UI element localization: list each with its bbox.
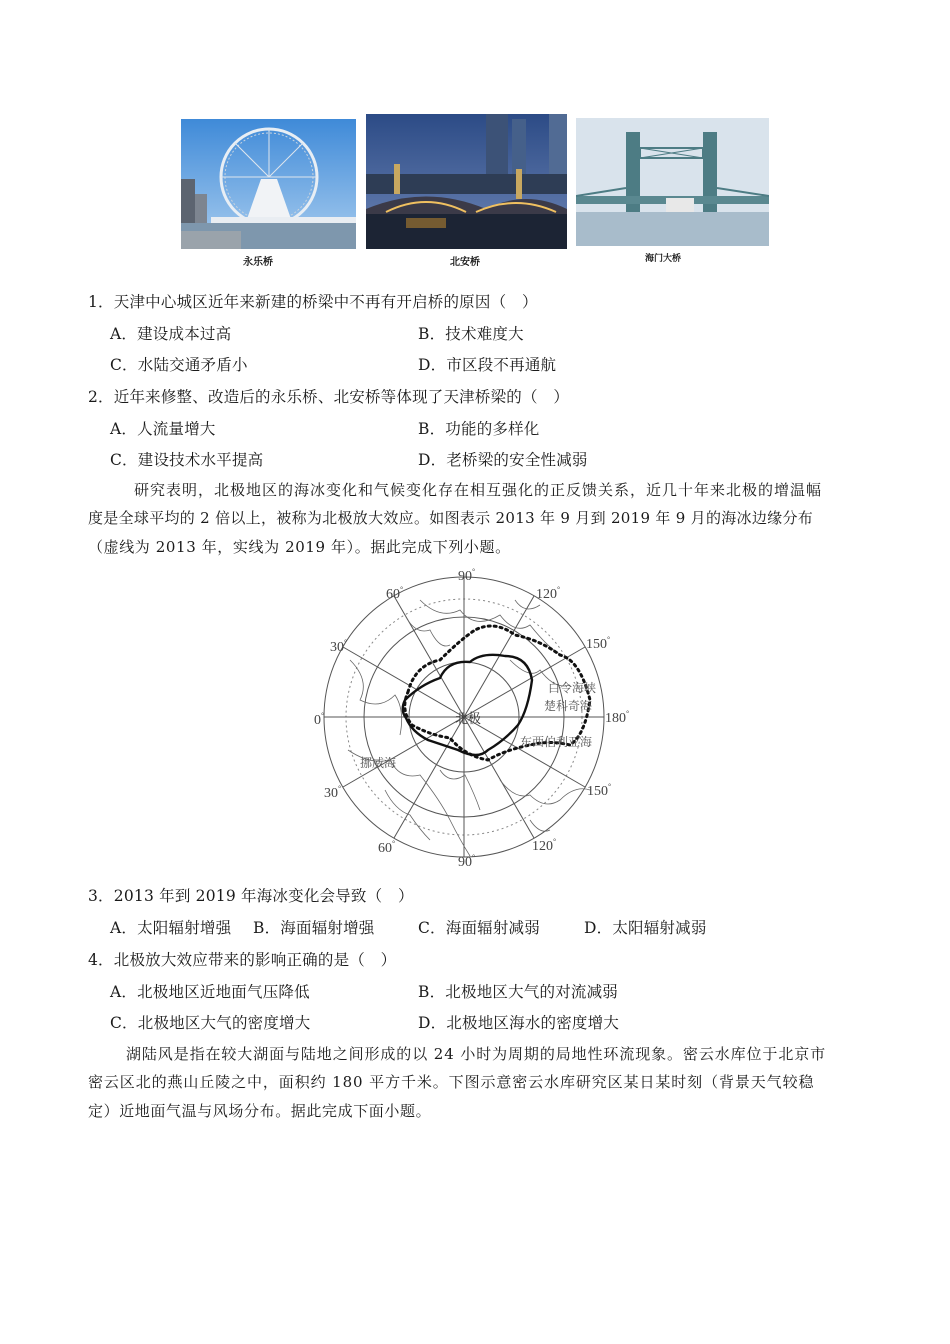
question-2-option-a[interactable]: A．人流量增大 — [110, 420, 216, 438]
map-sea-chukchi: 楚科奇海 — [544, 699, 593, 713]
map-lon-150-right-top: 150° — [586, 635, 611, 652]
photo-caption-yongle: 永乐桥 — [243, 257, 273, 268]
question-2-option-b[interactable]: B．功能的多样化 — [418, 420, 540, 438]
degree-mark: ° — [400, 585, 404, 594]
map-sea-bering: 白令海峡 — [548, 681, 597, 695]
question-1-stem: 1．天津中心城区近年来新建的桥梁中不再有开启桥的原因（ ） — [88, 293, 538, 311]
degree-mark: ° — [626, 709, 630, 718]
map-pole-label: 北极 — [455, 711, 482, 726]
photo-caption-haimen: 海门大桥 — [644, 254, 681, 264]
question-2-option-d[interactable]: D．老桥梁的安全性减弱 — [418, 451, 588, 469]
passage-1-line-1: 研究表明，北极地区的海冰变化和气候变化存在相互强化的正反馈关系，近几十年来北极的增温幅 — [134, 481, 823, 499]
photo-haimen-bridge — [576, 118, 769, 246]
arctic-sea-ice-map — [300, 560, 650, 872]
question-2-option-c[interactable]: C．建设技术水平提高 — [110, 451, 264, 469]
passage-1-line-2: 度是全球平均的 2 倍以上，被称为北极放大效应。如图表示 2013 年 9 月到 2019 年 9 月的海冰边缘分布 — [88, 509, 814, 527]
question-3-option-b[interactable]: B．海面辐射增强 — [253, 919, 375, 937]
map-sea-norway: 挪威海 — [360, 756, 397, 770]
map-lon-30-left-bottom: 30° — [324, 784, 342, 801]
question-3-option-c[interactable]: C．海面辐射减弱 — [418, 919, 540, 937]
degree-mark: ° — [557, 585, 561, 594]
question-1-option-d[interactable]: D．市区段不再通航 — [418, 356, 557, 374]
question-1-option-b[interactable]: B．技术难度大 — [418, 325, 524, 343]
question-4-option-a[interactable]: A．北极地区近地面气压降低 — [110, 983, 310, 1001]
question-4-option-b[interactable]: B．北极地区大气的对流减弱 — [418, 983, 618, 1001]
question-1-option-c[interactable]: C．水陆交通矛盾小 — [110, 356, 248, 374]
degree-mark: ° — [553, 837, 557, 846]
map-lon-60-bottom: 60° — [378, 839, 396, 856]
map-sea-esib: 东西伯利亚海 — [520, 735, 593, 749]
map-lon-180: 180° — [605, 709, 630, 726]
question-1-option-a[interactable]: A．建设成本过高 — [110, 325, 232, 343]
question-4-stem: 4．北极放大效应带来的影响正确的是（ ） — [88, 951, 397, 969]
question-4-option-d[interactable]: D．北极地区海水的密度增大 — [418, 1014, 620, 1032]
map-lon-90-bottom: 90° — [458, 853, 476, 870]
degree-mark: ° — [607, 635, 611, 644]
passage-2-line-3: 定）近地面气温与风场分布。据此完成下面小题。 — [88, 1102, 432, 1120]
degree-mark: ° — [472, 853, 476, 862]
question-4-option-c[interactable]: C．北极地区大气的密度增大 — [110, 1014, 311, 1032]
map-lon-120-top: 120° — [536, 585, 561, 602]
degree-mark: ° — [392, 839, 396, 848]
question-3-option-a[interactable]: A．太阳辐射增强 — [110, 919, 232, 937]
map-lon-60-top: 60° — [386, 585, 404, 602]
degree-mark: ° — [321, 711, 325, 720]
map-lon-0: 0° — [314, 711, 325, 728]
passage-1-line-3: （虚线为 2013 年，实线为 2019 年）。据此完成下列小题。 — [88, 538, 511, 556]
photo-yongle-bridge — [181, 119, 356, 249]
question-3-option-d[interactable]: D．太阳辐射减弱 — [584, 919, 707, 937]
photo-beian-bridge — [366, 114, 567, 249]
degree-mark: ° — [338, 784, 342, 793]
photo-caption-beian: 北安桥 — [450, 257, 480, 268]
degree-mark: ° — [472, 567, 476, 576]
map-lon-30-left-top: 30° — [330, 638, 348, 655]
map-lon-150-right-bottom: 150° — [587, 782, 612, 799]
degree-mark: ° — [608, 782, 612, 791]
passage-2-line-2: 密云区北的燕山丘陵之中，面积约 180 平方千米。下图示意密云水库研究区某日某时刻（背景天气较稳 — [88, 1073, 815, 1091]
map-lon-120-bottom: 120° — [532, 837, 557, 854]
map-lon-90-top: 90° — [458, 567, 476, 584]
degree-mark: ° — [344, 638, 348, 647]
passage-2-line-1: 湖陆风是指在较大湖面与陆地之间形成的以 24 小时为周期的局地性环流现象。密云水库位于北京市 — [126, 1045, 827, 1063]
question-2-stem: 2．近年来修整、改造后的永乐桥、北安桥等体现了天津桥梁的（ ） — [88, 388, 570, 406]
question-3-stem: 3．2013 年到 2019 年海冰变化会导致（ ） — [88, 887, 414, 905]
